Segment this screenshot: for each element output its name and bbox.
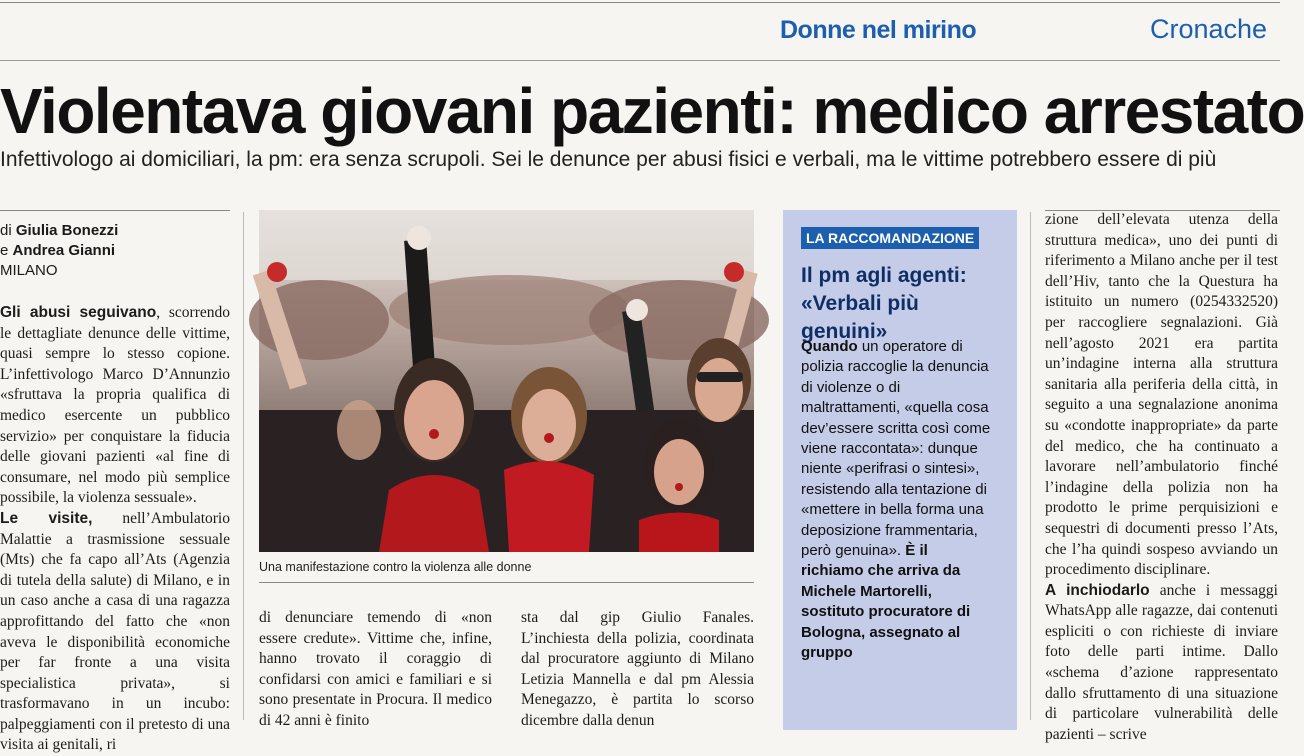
column-divider-1	[243, 212, 244, 720]
article-column-2	[259, 608, 492, 729]
category-label: Cronache	[1150, 14, 1268, 44]
sidebar-lead: Quando	[801, 338, 858, 355]
section-label: Donne nel mirino	[780, 16, 977, 44]
paragraph-col5-1: zione dell’elevata utenza della struttura medica», uno dei punti di riferimento a Milano anche per il test dell’Hiv, tanto che la Questura ha istituito un numero (0254332520) per raccogliere segnalazioni. Già nell’agosto 2021 era partita un’indagine interna alla struttura sanitaria alla periferia della città, in seguito a una segnalazione anonima su «condotte inappropriate» da parte del medico, che ha continuato a lavorare nell’ambulatorio finché l’indagine della polizia non ha prodotto le prime perquisizioni e sequestri di documenti presso l’Ats, che l’ha quindi sospeso avviando un procedimento disciplinare.	[1045, 211, 1278, 579]
byline-prefix-2: e	[0, 242, 13, 259]
dateline-place: MILANO	[0, 262, 58, 279]
author-2: Andrea Gianni	[12, 242, 116, 259]
column-top-rule-1	[0, 210, 230, 211]
top-rule	[0, 2, 1280, 3]
article-column-1	[0, 303, 230, 754]
article-column-3	[521, 608, 754, 729]
article-column-5	[1045, 210, 1278, 743]
sidebar-text	[801, 337, 991, 720]
paragraph-2: nell’Ambulatorio Malattie a trasmissione sessuale (Mts) che fa capo all’Ats (Agenzia di tutela della salute) di Milano, e in un caso anche a casa di una ragazza approfittando del fatto che «non aveva le disponibilità economiche per far fronte a una visita specialistica privata», si trasformavano in un incubo: palpeggiamenti con il pretesto di una visita ai genitali, ri	[0, 509, 230, 754]
sidebar-badge: LA RACCOMANDAZIONE	[801, 227, 979, 249]
lead-in-1: Gli abusi seguivano	[0, 304, 157, 321]
paragraph-col5-2: anche i messaggi WhatsApp alle ragazze, dai contenuti espliciti o con richieste di inviare foto delle parti intime. Dallo «schema d’azione rappresentato dallo sfruttamento di una situazione di particolare vulnerabilità delle pazienti – scrive	[1045, 581, 1278, 743]
headline: Violentava giovani pazienti: medico arrestato	[0, 75, 1304, 147]
paragraph-col3: sta dal gip Giulio Fanales. L’inchiesta della polizia, coordinata dal procuratore aggiunto di Milano Letizia Mannella e dal pm Alessia Menegazzo, è partita lo scorso dicembre dalla denun	[521, 609, 754, 729]
protest-photo	[259, 210, 754, 552]
caption-rule	[259, 582, 754, 583]
author-1: Giulia Bonezzi	[15, 222, 119, 239]
lead-in-2: Le visite,	[0, 509, 93, 527]
sidebar-paragraph-1: un operatore di polizia raccoglie la denuncia di violenze o di maltrattamenti, «quella cosa dev’essere scritta così come viene raccontata»: dunque niente «perifrasi o sintesi», resistendo alla tentazione di «mettere in bella forma una deposizione frammentaria, però genuina».	[801, 338, 991, 560]
paragraph-1: , scorrendo le dettagliate denunce delle vittime, quasi sempre lo stesso copione. L’infettivologo Marco D’Annunzio «sfruttava la propria qualifica di medico esercente un pubblico servizio» per conquistare la fiducia delle giovani pazienti «al fine di consumare, nel modo più semplice possibile, la violenza sessuale».	[0, 304, 230, 507]
sidebar-paragraph-2: È il richiamo che arriva da Michele Martorelli, sostituto procuratore di Bologna, assegnato al gruppo	[801, 542, 971, 662]
byline-prefix-1: di	[0, 222, 16, 239]
subheadline: Infettivologo ai domiciliari, la pm: era senza scrupoli. Sei le denunce per abusi fisici e verbali, ma le vittime potrebbero essere di più	[0, 148, 1217, 171]
lead-in-col5: A inchiodarlo	[1045, 581, 1150, 599]
photo-caption: Una manifestazione contro la violenza alle donne	[259, 560, 532, 574]
column-divider-3	[1030, 212, 1031, 720]
paragraph-col2: di denunciare temendo di «non essere credute». Vittime che, infine, hanno trovato il coraggio di confidarsi con amici e familiari e si sono presentate in Procura. Il medico di 42 anni è finito	[259, 609, 492, 729]
header-rule	[0, 60, 1280, 61]
byline	[0, 221, 230, 281]
sidebar-title: Il pm agli agenti: «Verbali più genuini»	[801, 264, 967, 343]
